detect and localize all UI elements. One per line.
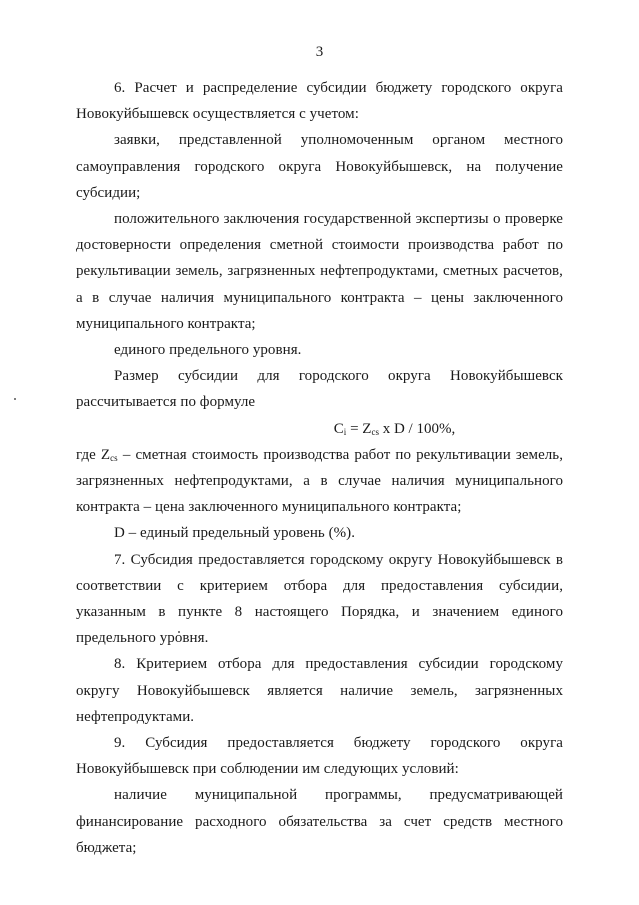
paragraph-where [76, 442, 563, 521]
formula-z-subscript: cs [371, 426, 379, 437]
paragraph-application: заявки, представленной уполномоченным органом местного самоуправления городского округа Новокуйбышевск, на получение субсидии; [76, 132, 563, 201]
paragraph-6: 6. Расчет и распределение субсидии бюджету городского округа Новокуйбышевск осуществляется с учетом: [76, 80, 563, 123]
subsidy-formula [76, 416, 563, 442]
paragraph-7: 7. Субсидия предоставляется городскому округу Новокуйбышевск в соответствии с критерием отбора для предоставления субсидии, указанным в пункте 8 настоящего Порядка, и значением единого предельного уровня. [76, 551, 563, 647]
paragraph-municipal-program: наличие муниципальной программы, предусматривающей финансирование расходного обязательства за счет средств местного бюджета; [76, 787, 563, 856]
where-subscript: cs [110, 452, 118, 463]
formula-c-subscript: i [343, 426, 347, 437]
paragraph-expertise: положительного заключения государственной экспертизы о проверке достоверности определения сметной стоимости производства работ по рекультивации земель, загрязненных нефтепродуктами, сметных расчетов, а в случае наличия муниципального контракта – цены заключенного муниципального контракта; [76, 211, 563, 332]
paragraph-subsidy-size: Размер субсидии для городского округа Новокуйбышевск рассчитывается по формуле [76, 368, 563, 411]
page-number: 3 [315, 44, 324, 60]
where-text: – сметная стоимость производства работ по рекультивации земель, загрязненных нефтепродуктами, а в случае наличия муниципального контракта – цена заключенного муниципального контракта; [76, 446, 564, 516]
formula-c: C [333, 420, 344, 437]
document-body [76, 75, 563, 861]
paragraph-8: 8. Критерием отбора для предоставления субсидии городскому округу Новокуйбышевск является наличие земель, загрязненных нефтепродуктами. [76, 656, 563, 725]
paragraph-d-definition: D – единый предельный уровень (%). [114, 525, 356, 542]
paragraph-9: 9. Субсидия предоставляется бюджету городского округа Новокуйбышевск при соблюдении им следующих условий: [76, 735, 563, 778]
formula-z: Z [362, 420, 372, 437]
formula-equals: = [346, 420, 363, 437]
paragraph-unified-level: единого предельного уровня. [114, 342, 302, 359]
where-prefix: где Z [76, 446, 111, 463]
formula-rest: x D / 100%, [378, 420, 456, 437]
scan-speck [14, 398, 16, 400]
